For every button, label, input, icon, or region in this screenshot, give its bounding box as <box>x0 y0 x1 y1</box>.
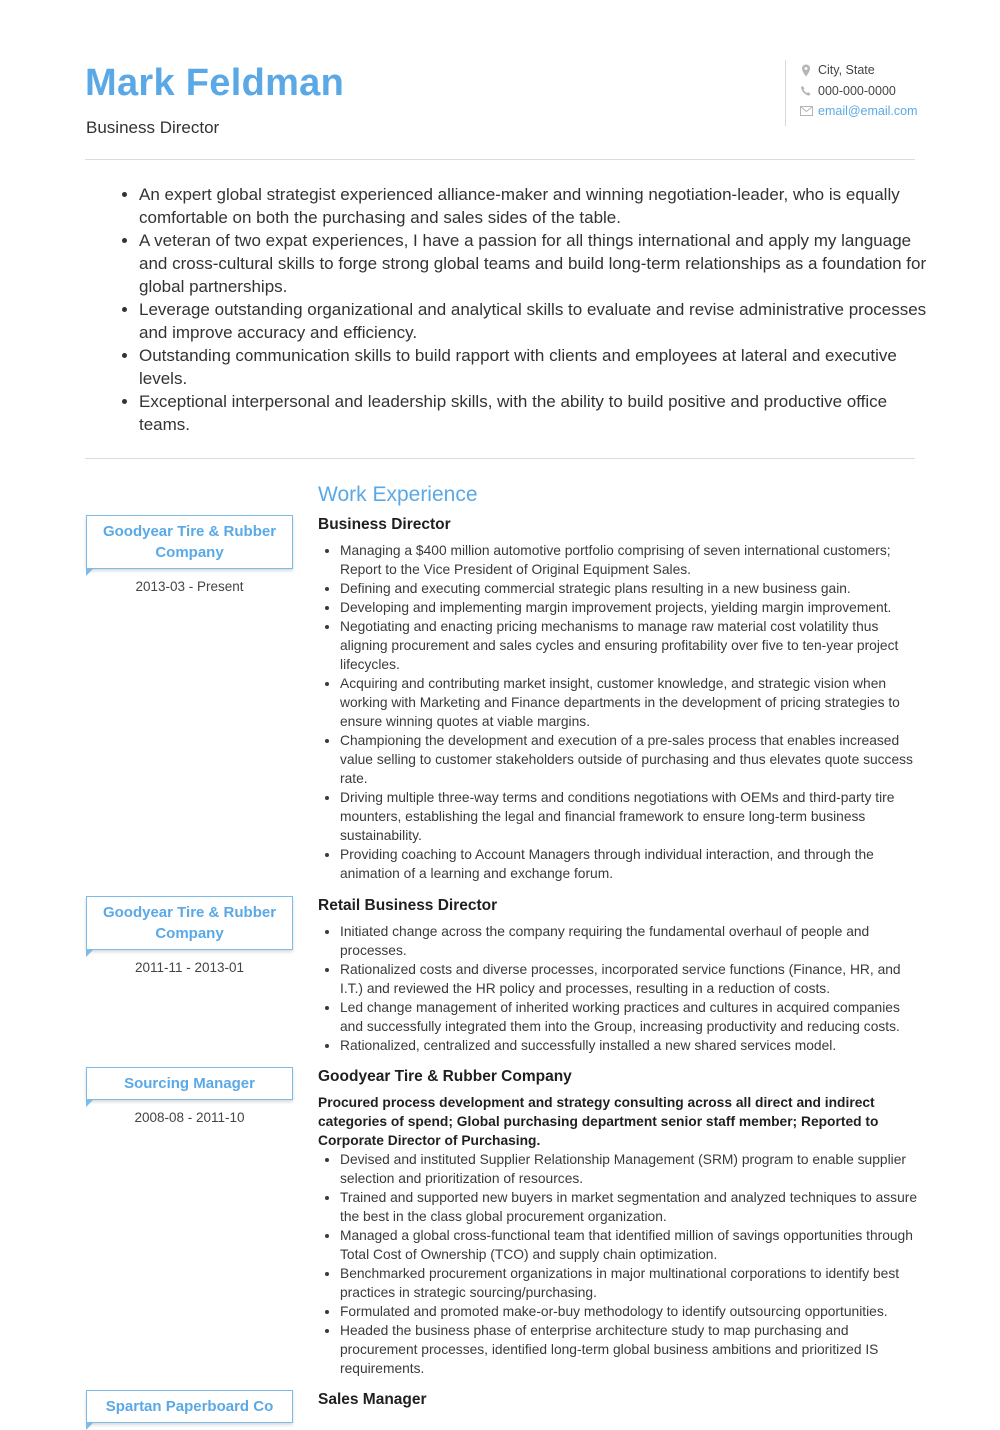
job-bullet: • Led change management of inherited working practices and cultures in acquired companies and successfully integrated them into the Group, increasing productivity and reducing costs. <box>340 998 922 1036</box>
job-2-bullets <box>318 922 922 1055</box>
location-pin-icon <box>798 64 814 77</box>
summary-item: • Exceptional interpersonal and leadership skills, with the ability to build positive and productive office teams. <box>139 390 929 436</box>
phone-text: 000-000-0000 <box>818 83 896 98</box>
job-3-description: Procured process development and strategy consulting across all direct and indirect categories of spend; Global purchasing department senior staff member; Reported to Corporate Director of Purchasing. <box>318 1095 879 1148</box>
job-3-role-box: Sourcing Manager <box>86 1067 293 1100</box>
job-bullet: • Trained and supported new buyers in market segmentation and analyzed techniques to assure the best in the class global procurement organization. <box>340 1188 922 1226</box>
contact-phone <box>798 81 938 102</box>
job-4-company-box: Spartan Paperboard Co <box>86 1390 293 1423</box>
job-2-company-box: Goodyear Tire & Rubber Company <box>86 896 293 950</box>
job-bullet: • Managing a $400 million automotive portfolio comprising of seven international customers; Report to the Vice President of Original Equipment Sales. <box>340 541 922 579</box>
job-bullet: • Benchmarked procurement organizations in major multinational corporations to identify best practices in strategic sourcing/purchasing. <box>340 1264 922 1302</box>
job-bullet: • Rationalized, centralized and successfully installed a new shared services model. <box>340 1036 922 1055</box>
job-bullet: • Formulated and promoted make-or-buy methodology to identify outsourcing opportunities. <box>340 1302 922 1321</box>
job-2-title: Retail Business Director <box>318 897 498 914</box>
phone-icon <box>798 85 814 97</box>
summary-item: • Leverage outstanding organizational and analytical skills to evaluate and revise administrative processes and improve accuracy and efficiency. <box>139 298 929 344</box>
job-1-company-box: Goodyear Tire & Rubber Company <box>86 515 293 569</box>
job-3-dates: 2008-08 - 2011-10 <box>134 1110 245 1125</box>
job-3-title: Goodyear Tire & Rubber Company <box>318 1068 572 1085</box>
job-bullet: • Driving multiple three-way terms and conditions negotiations with OEMs and third-party tire mounters, establishing the legal and financial framework to ensure long-term business sustainability. <box>340 788 922 845</box>
job-3-bullets <box>318 1150 922 1378</box>
job-2-dates: 2011-11 - 2013-01 <box>134 960 245 975</box>
summary-divider <box>85 458 915 459</box>
job-1-bullets <box>318 541 922 883</box>
candidate-name: Mark Feldman <box>85 62 345 104</box>
job-bullet: • Devised and instituted Supplier Relationship Management (SRM) program to enable supplier selection and prioritization of resources. <box>340 1150 922 1188</box>
candidate-title: Business Director <box>86 118 220 137</box>
job-bullet: • Rationalized costs and diverse processes, incorporated service functions (Finance, HR, and I.T.) and reviewed the HR policy and processes, resulting in a reduction of costs. <box>340 960 922 998</box>
email-link[interactable]: email@email.com <box>818 104 918 119</box>
job-4-title: Sales Manager <box>318 1391 427 1408</box>
job-bullet: • Headed the business phase of enterprise architecture study to map purchasing and procurement processes, identified long-term global business ambitions and prioritized IS requirements. <box>340 1321 922 1378</box>
job-bullet: • Acquiring and contributing market insight, customer knowledge, and strategic vision when working with Marketing and Finance departments in the development of pricing strategies to ensure winning quotes at viable margins. <box>340 674 922 731</box>
contact-block <box>785 60 938 126</box>
summary-item: • An expert global strategist experienced alliance-maker and winning negotiation-leader, who is equally comfortable on both the purchasing and sales sides of the table. <box>139 183 929 229</box>
location-text: City, State <box>818 63 875 78</box>
contact-email[interactable] <box>798 101 938 122</box>
header-divider <box>85 159 915 160</box>
job-bullet: • Providing coaching to Account Managers through individual interaction, and through the animation of a learning and exchange forum. <box>340 845 922 883</box>
job-bullet: • Initiated change across the company requiring the fundamental overhaul of people and processes. <box>340 922 922 960</box>
job-bullet: • Managed a global cross-functional team that identified million of savings opportunities through Total Cost of Ownership (TCO) and supply chain optimization. <box>340 1226 922 1264</box>
job-bullet: • Negotiating and enacting pricing mechanisms to manage raw material cost volatility thus aligning procurement and sales cycles and ensuring profitability over five to ten-year project lifecycles. <box>340 617 922 674</box>
work-experience-heading: Work Experience <box>318 483 478 506</box>
contact-location <box>798 60 938 81</box>
job-bullet: • Championing the development and execution of a pre-sales process that enables increased value selling to customer stakeholders outside of purchasing and thus elevates quote success rate. <box>340 731 922 788</box>
job-bullet: • Developing and implementing margin improvement projects, yielding margin improvement. <box>340 598 922 617</box>
job-1-title: Business Director <box>318 516 451 533</box>
envelope-icon <box>798 106 814 116</box>
summary-list <box>105 183 929 436</box>
job-bullet: • Defining and executing commercial strategic plans resulting in a new business gain. <box>340 579 922 598</box>
summary-item: • Outstanding communication skills to build rapport with clients and employees at lateral and executive levels. <box>139 344 929 390</box>
summary-item: • A veteran of two expat experiences, I have a passion for all things international and apply my language and cross-cultural skills to forge strong global teams and build long-term relationships as a foundation for global partnerships. <box>139 229 929 298</box>
job-1-dates: 2013-03 - Present <box>135 579 244 594</box>
